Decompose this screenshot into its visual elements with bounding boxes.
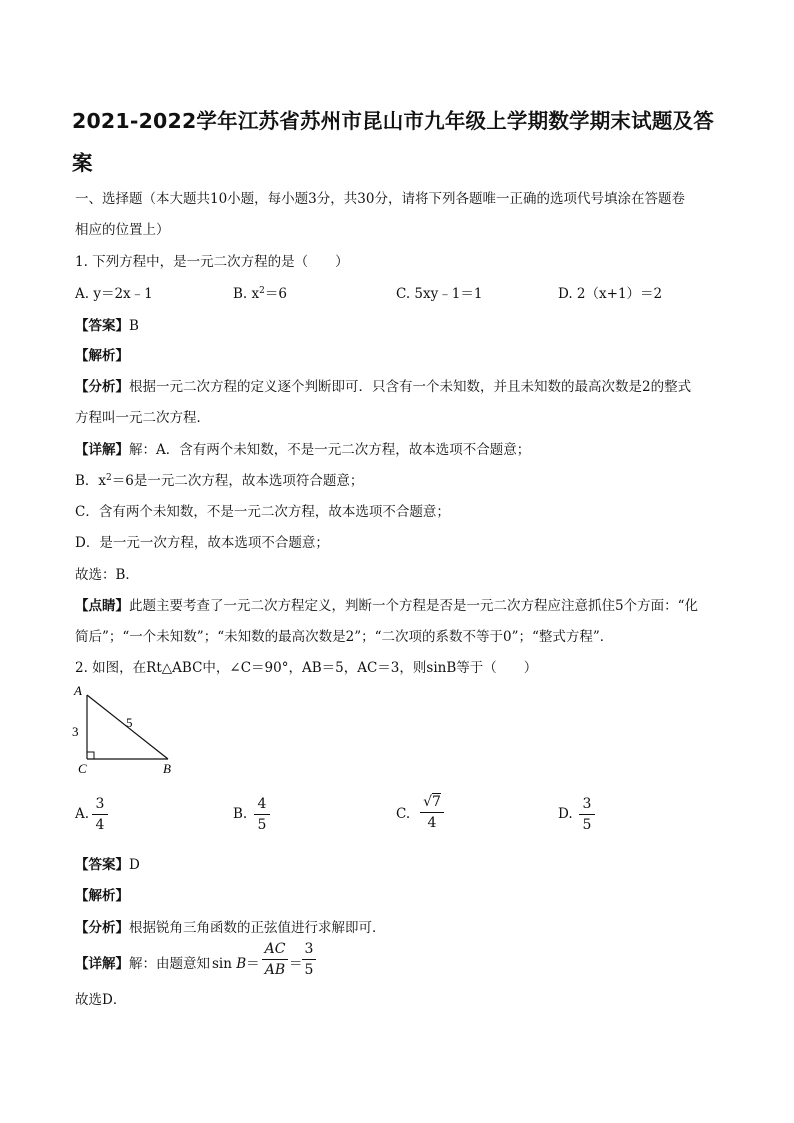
q1-analysis-tag bbox=[75, 344, 129, 364]
q2-option-a-fraction bbox=[92, 795, 108, 834]
q1-stem: 1. 下列方程中，是一元二次方程的是（ ） bbox=[75, 254, 349, 270]
q1-detail bbox=[75, 438, 530, 458]
q2-answer-value: D bbox=[129, 857, 140, 873]
q1-option-b-exponent: 2 bbox=[259, 286, 265, 296]
page-title bbox=[72, 100, 732, 184]
q1-answer bbox=[75, 314, 139, 334]
vertex-c-label: C bbox=[78, 761, 87, 776]
q1-option-b-rest: ＝6 bbox=[264, 286, 287, 302]
q1-choose: 故选：B． bbox=[75, 567, 139, 583]
q2-option-d-denominator: 5 bbox=[582, 817, 592, 833]
q1-answer-value: B bbox=[129, 318, 139, 334]
q1-option-a: A. y＝2x﹣1 bbox=[75, 286, 153, 302]
q2-answer bbox=[75, 853, 140, 873]
q2-detail bbox=[75, 952, 260, 972]
q1-detail-tag: 【详解】 bbox=[75, 442, 129, 458]
q2-fenxi bbox=[75, 916, 386, 936]
q1-dianjing-text: 此题主要考查了一元二次方程定义，判断一个方程是否是一元二次方程应注意抓住5个方面：“化 bbox=[129, 598, 698, 614]
q1-detail-c: C．含有两个未知数，不是一元二次方程，故本选项不合题意； bbox=[75, 504, 450, 520]
q2-detail-ratio-denominator: AB bbox=[264, 962, 286, 978]
q2-detail-equals: ＝ bbox=[246, 956, 260, 972]
q2-detail-ratio bbox=[262, 940, 288, 979]
q2-option-b-label: B. bbox=[233, 806, 248, 822]
q2-option-c-numerator bbox=[420, 793, 444, 811]
q2-option-a-denominator: 4 bbox=[95, 817, 105, 833]
q2-detail-result-denominator: 5 bbox=[304, 962, 314, 978]
q1-detail-b-rest: ＝6是一元二次方程，故本选项符合题意； bbox=[111, 473, 364, 489]
q1-option-d: D. 2（x+1）＝2 bbox=[558, 286, 663, 302]
q2-option-c-label: C. bbox=[396, 806, 411, 822]
q2-option-d-fraction bbox=[579, 795, 595, 834]
q1-detail-b bbox=[75, 469, 363, 489]
fraction-bar bbox=[92, 814, 108, 815]
q2-option-b-fraction bbox=[254, 795, 270, 834]
q2-detail-result bbox=[302, 940, 316, 979]
q1-dianjing-tag: 【点睛】 bbox=[75, 598, 129, 614]
section-heading-line-1: 一、选择题（本大题共10小题，每小题3分，共30分，请将下列各题唯一正确的选项代号填涂在答题卷 bbox=[75, 191, 685, 207]
q1-option-b-base: B. x bbox=[233, 286, 260, 302]
q2-choose: 故选D． bbox=[75, 992, 127, 1008]
fraction-bar bbox=[579, 814, 595, 815]
q2-answer-tag: 【答案】 bbox=[75, 857, 129, 873]
title-line-2: 案 bbox=[72, 151, 93, 175]
q2-fenxi-text: 根据锐角三角函数的正弦值进行求解即可． bbox=[129, 920, 386, 936]
q2-analysis-tag bbox=[75, 884, 129, 904]
q1-dianjing bbox=[75, 594, 698, 614]
fraction-bar bbox=[254, 814, 270, 815]
q2-option-c-fraction bbox=[420, 793, 444, 832]
q2-analysis-label: 【解析】 bbox=[75, 888, 129, 904]
q2-option-a-numerator: 3 bbox=[95, 796, 105, 812]
q1-detail-d: D．是一元一次方程，故本选项不合题意； bbox=[75, 535, 329, 551]
q2-detail-equals-2: ＝ bbox=[289, 956, 303, 972]
q1-detail-b-base: B．x bbox=[75, 473, 107, 489]
q1-option-b bbox=[233, 282, 287, 302]
q2-option-d-label: D. bbox=[558, 806, 573, 822]
side-ac-length: 3 bbox=[72, 724, 79, 739]
vertex-b-label: B bbox=[163, 761, 171, 776]
q1-analysis-label: 【解析】 bbox=[75, 348, 129, 364]
side-ab-length: 5 bbox=[126, 715, 133, 730]
q1-dianjing-line-2: 简后”；“一个未知数”；“未知数的最高次数是2”；“二次项的系数不等于0”；“整式方程”． bbox=[75, 629, 614, 645]
q2-option-a-label: A. bbox=[75, 806, 90, 822]
vertex-a-label: A bbox=[74, 683, 82, 698]
q2-detail-ratio-numerator: AC bbox=[264, 941, 286, 957]
section-heading-line-2: 相应的位置上） bbox=[75, 222, 170, 238]
q1-fenxi-text: 根据一元二次方程的定义逐个判断即可．只含有一个未知数，并且未知数的最高次数是2的整式 bbox=[129, 379, 692, 395]
q2-stem: 2. 如图，在Rt△ABC中，∠C＝90°，AB＝5，AC＝3，则sinB等于（ ） bbox=[75, 660, 538, 676]
q1-option-c: C. 5xy﹣1＝1 bbox=[396, 286, 483, 302]
q1-answer-tag: 【答案】 bbox=[75, 318, 129, 334]
sqrt-sign-icon: √ bbox=[423, 794, 432, 810]
right-angle-mark bbox=[87, 752, 94, 759]
triangle-figure bbox=[70, 683, 190, 778]
q2-option-c-radicand: 7 bbox=[432, 794, 441, 810]
q2-option-b-numerator: 4 bbox=[257, 796, 267, 812]
fraction-bar bbox=[420, 812, 444, 813]
q2-option-d-numerator: 3 bbox=[582, 796, 592, 812]
fraction-bar bbox=[302, 959, 316, 960]
q2-option-b-denominator: 5 bbox=[257, 817, 267, 833]
q1-detail-a: 解：A．含有两个未知数，不是一元二次方程，故本选项不合题意； bbox=[129, 442, 531, 458]
q1-fenxi-tag: 【分析】 bbox=[75, 379, 129, 395]
q1-fenxi-line-2: 方程叫一元二次方程． bbox=[75, 410, 210, 426]
q2-detail-angle: B bbox=[236, 956, 247, 972]
fraction-bar bbox=[262, 959, 288, 960]
q2-detail-result-numerator: 3 bbox=[304, 941, 314, 957]
q2-fenxi-tag: 【分析】 bbox=[75, 920, 129, 936]
q1-fenxi bbox=[75, 375, 691, 395]
q2-detail-sin: sin bbox=[212, 956, 232, 972]
q1-detail-b-exponent: 2 bbox=[106, 473, 112, 483]
q2-detail-tag: 【详解】 bbox=[75, 956, 129, 972]
q2-detail-text: 解：由题意知 bbox=[129, 956, 210, 972]
q2-option-c-denominator: 4 bbox=[427, 815, 437, 831]
title-line-1: 2021-2022学年江苏省苏州市昆山市九年级上学期数学期末试题及答 bbox=[72, 109, 714, 133]
